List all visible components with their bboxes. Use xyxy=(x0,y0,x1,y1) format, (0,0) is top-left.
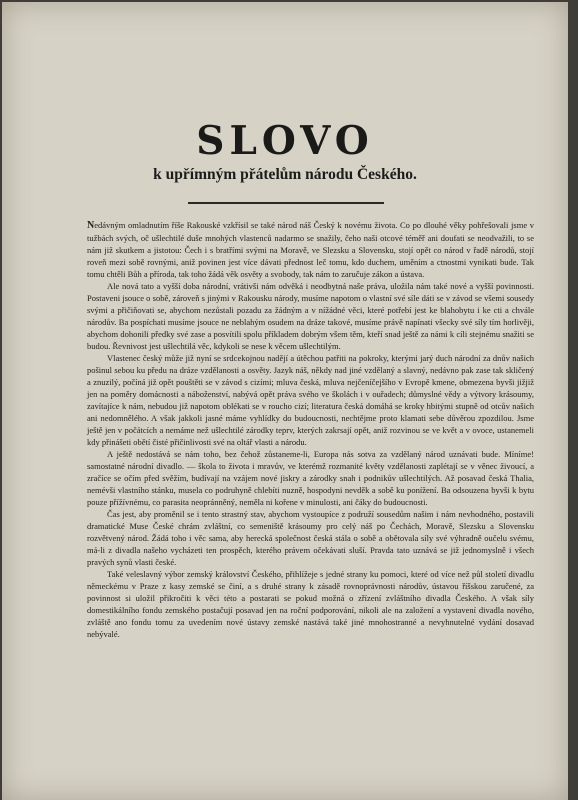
paragraph: Ale nová tato a vyšší doba národní, vrátivši nám odvěká i neodbytná naše práva, uložila nám také nové a vyšší povinnosti. Postaveni jsouce o sobě, zároveň s jinými v Rakousku národy, musíme napotom o vlastní své síle dáti se v závod se všemi sousedy svými a přičiňovati se, abychom nezůstali pozadu za žádným a v nížádné věci, které potřebí jest ke blahobytu i ke cti a chvále národův. Ba pospíchati musíme jsouce ne neblahým osudem na dráze takové, musíme právě napínati všecky své síly tím horlivěji, abychom dohonili předky své zase a posvítili spolu příkladem dobrým všem těm, kteří snad ještě za námi k cíli stejnému snažiti se budou. Řevnivost jest ušlechtilá věc, kdykoli se nese k věcem ušlechtilým. xyxy=(87,281,534,351)
paragraph: Čas jest, aby proměnil se i tento strastný stav, abychom vystoupíce z podruží sousedům našim i nám nevhodného, postavili dramatické Muse České chrám zvláštní, co semeniště krásoumy pro celý náš po Čechách, Moravě, Slezsku a Slovensku rozvětvený národ. Žádá toho i věc sama, aby herecká společnost česká stála o sobě a obětovala síly své výhradně oučelu svému, má-li z divadla našeho vycházeti ten prospěch, kterého právem očekávati sluší. Pravda tato uznává se již jednomyslně i všech pravých synů vlasti české. xyxy=(87,509,534,567)
document-page xyxy=(2,2,568,800)
body-text xyxy=(87,219,534,640)
page-subtitle: k upřímným přátelům národu Českého. xyxy=(153,166,417,183)
paragraph: Také veleslavný výbor zemský království Českého, přihlížeje s jedné strany ku pomoci, které od více než půl století divadlu německému v Praze z kasy zemské se činí, a s druhé strany k zásadě rovnoprávnosti národův, ústavou říšskou zaručené, za povinnost si uložil přikročiti k věci této a postarati se pokud možná o zřízení zvláštního divadla Českého. A však síly domestikálního fondu zemského postačují posavad jen na roční podporování, nikoli ale na založení a vystavení divadla nového, zvláště ano fondu tomu za uvedením nové ústavy zemské nastává také jiné mnohostranné a nevyhnutelné vydání dosavad nebývalé. xyxy=(87,569,534,639)
title-rule xyxy=(188,202,384,204)
paragraph: Vlastenec český může již nyní se srdcekojnou nadějí a útěchou patřiti na pokroky, kterými jarý duch národní za dnův našich pošinul sebou ku předu na dráze vzdělanosti a osvěty. Jazyk náš, někdy nad jiné vzdělaný a slavný, nedávno pak zase tak skličený a znuzilý, počíná již opět pouštěti se v závod s cizími; mluva česká, mluva nejčeníčejšího v Evropě kmene, obmezena byvši jižjiž jen na poměry domácnosti a náboženství, nabývá opět práva svého ve školách i v ouřadech; důmyslné vědy a výtvory krásoumy, zavítajíce k nám, nebudou již napotom oblékati se v roucho cizí; literatura česká domáhá se kroky hbitými stupně od otcův našich ani nedomnělého. A však jakkoli jasné máme vyhlídky do budoucnosti, nechtějme proto klamati sebe důvěrou zpozdilou. Jsme ještě jen v počátcích a nemáme než ušlechtilé zárodky teprv, kterých zakrsají opět, aniž rozvinou se ve květ a v ovoce, ustanemeli kdy přinášeti obětí čisté přičinlivosti své na oltář vlasti a národu. xyxy=(87,353,534,447)
paragraph: A ještě nedostává se nám toho, bez čehož zůstaneme-li, Europa nás sotva za vzdělaný národ uznávati bude. Míníme! samostatné národní divadlo. — škola to života i mravův, ve kterémž rozmanité květy vzdělanosti zaplétají se v věnec živoucí, a zračíce se očím před svěžím, budívají na vzájem nové jiskry a zárodky snah i podnikův ušlechtilých. Až posavad česká Thalia, nemévši vlastního stánku, musela co podruhyně chlebíti nuzně, hospodyni nevděk a sobě ku ponížení. Ba odsouzena byvši k bytu pouze přížívnému, co parasita neopránněný, neměla ni kořene v minulosti, ani čáky do budoucnosti. xyxy=(87,449,534,507)
paragraph: Nedávným omladnutím říše Rakouské vzkřísil se také národ náš Český k novému života. Co po dlouhé věky pohřešovali jsme v tužbách svých, oč ušlechtilé duše mnohých vlastenců nadarmo se snažily, čeho naši otcové téměř ani doufati se neodvažili, to se nám již skutkem a jistotou: Čech i s bratřími svými na Moravě, ve Slezsku a Slovensku, stojí opět co národ v řadě národů, stojí roveň mezi sobě rovnými, aniž povinen jest více dávati přednost leč tomu, kdo duchem, uměním a ctnostmi vynikati bude. Tak tomu chtěli Bůh a příroda, tak toho žádá věk osvěty a svobody, tak nám to zaručuje zákon a ústava. xyxy=(87,220,534,279)
page-title: SLOVO xyxy=(196,118,374,164)
